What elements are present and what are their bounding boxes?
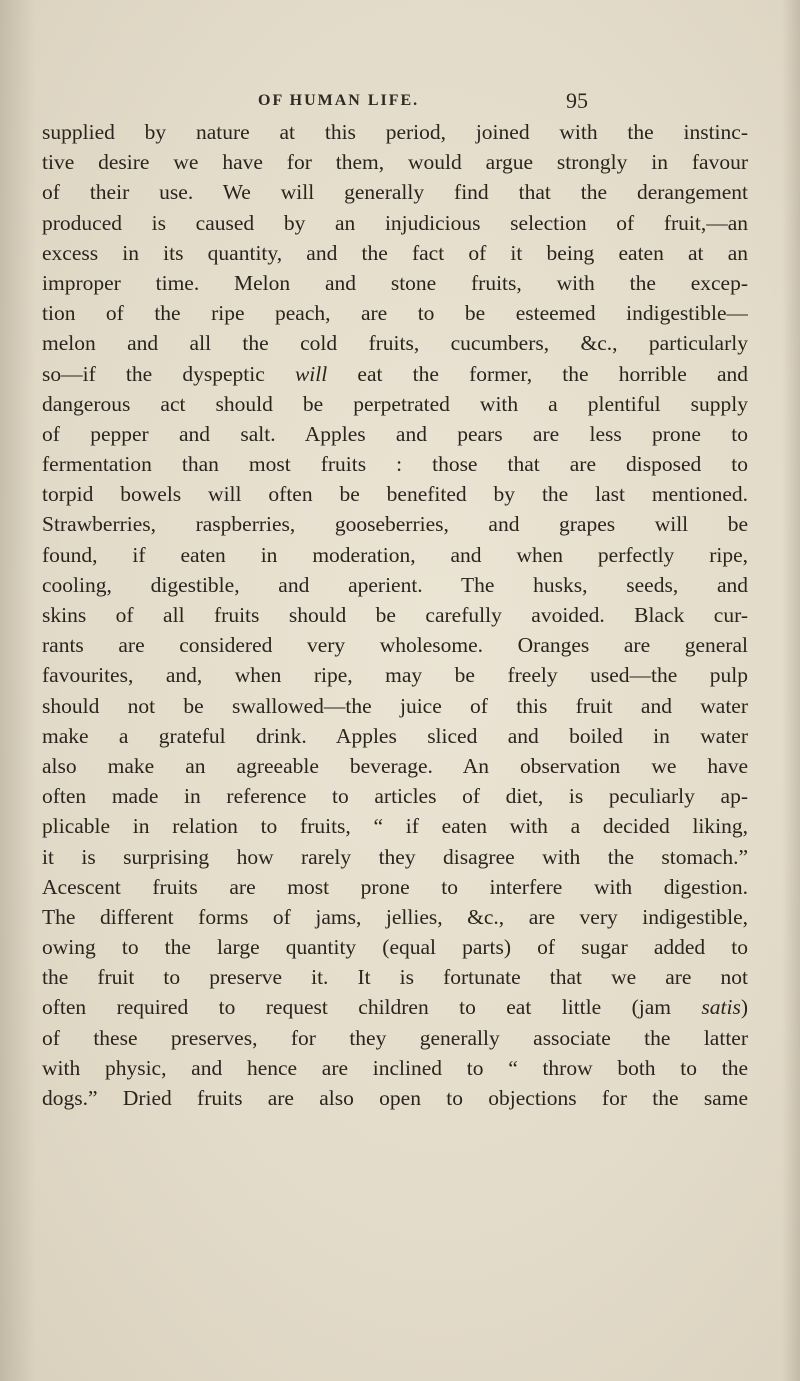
page-header	[222, 88, 588, 116]
text-line: also make an agreeable beverage. An observation we have	[42, 753, 748, 778]
text-line: favourites, and, when ripe, may be freely used—the pulp	[42, 663, 748, 688]
text-line: of these preserves, for they generally associate the latter	[42, 1025, 748, 1050]
text-line: improper time. Melon and stone fruits, with the excep-	[42, 270, 748, 295]
italic-word: will	[294, 361, 328, 386]
text-line: torpid bowels will often be benefited by the last mentioned.	[42, 482, 748, 507]
text-line	[42, 359, 748, 389]
text-line: produced is caused by an injudicious selection of fruit,—an	[42, 210, 748, 235]
text-line: tive desire we have for them, would argue strongly in favour	[42, 150, 748, 175]
text-line: dangerous act should be perpetrated with a plentiful supply	[42, 391, 748, 416]
text-line: The different forms of jams, jellies, &c., are very indigestible,	[42, 904, 748, 929]
running-head: OF HUMAN LIFE.	[258, 92, 420, 109]
text-line: of pepper and salt. Apples and pears are less prone to	[42, 421, 748, 446]
text-line: cooling, digestible, and aperient. The husks, seeds, and	[42, 572, 748, 597]
text-segment: )	[740, 995, 748, 1020]
body-text	[42, 117, 748, 1113]
text-line: tion of the ripe peach, are to be esteemed indigestible—	[42, 301, 748, 326]
text-line: found, if eaten in moderation, and when perfectly ripe,	[42, 542, 748, 567]
text-line: it is surprising how rarely they disagree with the stomach.”	[42, 844, 748, 869]
text-line: dogs.” Dried fruits are also open to objections for the same	[42, 1086, 748, 1110]
text-segment: so—if the dyspeptic	[42, 361, 295, 386]
text-line: the fruit to preserve it. It is fortunate that we are not	[42, 965, 748, 990]
text-segment: often required to request children to eat little (jam	[42, 995, 702, 1020]
text-line: make a grateful drink. Apples sliced and boiled in water	[42, 723, 748, 748]
text-line: rants are considered very wholesome. Oranges are general	[42, 633, 748, 658]
text-line: plicable in relation to fruits, “ if eaten with a decided liking,	[42, 814, 748, 839]
text-line: excess in its quantity, and the fact of it being eaten at an	[42, 240, 748, 265]
page-edge-shadow	[782, 0, 800, 1381]
text-line: of their use. We will generally find that the derangement	[42, 180, 748, 205]
text-line: Acescent fruits are most prone to interfere with digestion.	[42, 874, 748, 899]
text-line: fermentation than most fruits : those that are disposed to	[42, 452, 748, 477]
text-line: often made in reference to articles of diet, is peculiarly ap-	[42, 784, 748, 809]
text-line: skins of all fruits should be carefully avoided. Black cur-	[42, 603, 748, 627]
page-number: 95	[566, 88, 588, 113]
text-line	[42, 992, 748, 1022]
binding-shadow	[0, 0, 36, 1381]
text-line: supplied by nature at this period, joined with the instinc-	[42, 120, 748, 144]
italic-word: satis	[701, 995, 741, 1020]
text-line: owing to the large quantity (equal parts) of sugar added to	[42, 935, 748, 960]
text-line: Strawberries, raspberries, gooseberries, and grapes will be	[42, 512, 748, 537]
text-line: with physic, and hence are inclined to “ throw both to the	[42, 1055, 748, 1080]
text-segment: eat the former, the horrible and	[327, 361, 748, 386]
text-line: melon and all the cold fruits, cucumbers, &c., particularly	[42, 331, 748, 356]
text-line: should not be swallowed—the juice of this fruit and water	[42, 693, 748, 718]
